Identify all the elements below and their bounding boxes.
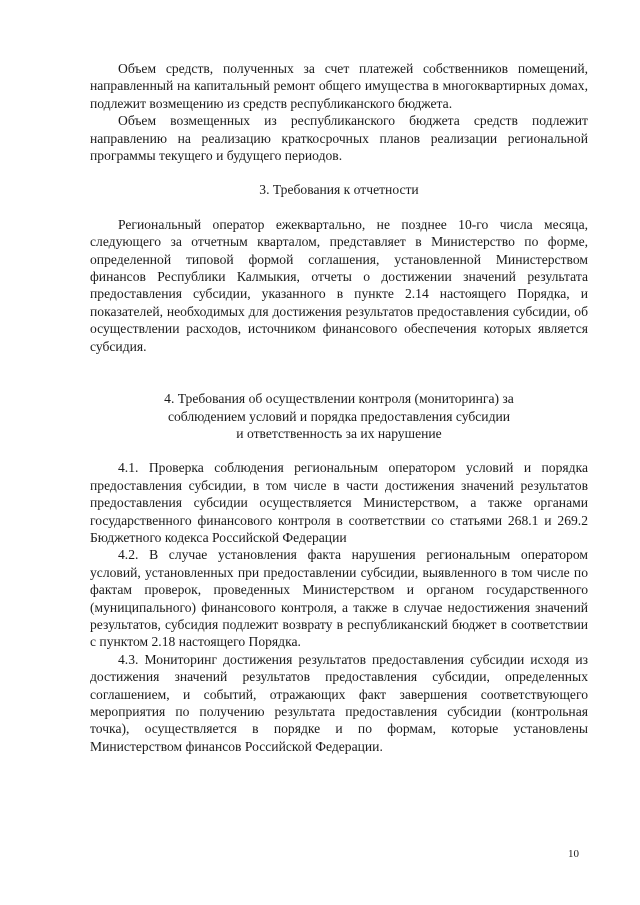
paragraph-4-1: 4.1. Проверка соблюдения региональным оператором условий и порядка предоставления субсидии, в том числе в части достижения значений результатов предоставления субсидии осуществляется Министерством, а также органами государственного финансового контроля в соответствии со статьями 268.1 и 269.2 Бюджетного кодекса Российской Федерации (90, 460, 588, 545)
paragraph-funds-volume: Объем средств, полученных за счет платежей собственников помещений, направленный на капитальный ремонт общего имущества в многоквартирных домах, подлежит возмещению из средств республиканского бюджета. (90, 61, 588, 111)
section-4-heading-line-2: соблюдением условий и порядка предоставления субсидии (167, 408, 511, 424)
page-number: 10 (568, 848, 579, 860)
paragraph-4-3: 4.3. Мониторинг достижения результатов предоставления субсидии исходя из достижения значений результатов предоставления субсидии, определенных соглашением, и событий, отражающих факт завершения соответствующего мероприятия по получению результата предоставления субсидии (контрольная точка), осуществляется в порядке и по формам, которые установлены Министерством финансов Российской Федерации. (90, 651, 588, 754)
document-page (90, 60, 588, 755)
section-3-heading: 3. Требования к отчетности (259, 182, 419, 198)
paragraph-reimbursed-funds: Объем возмещенных из республиканского бюджета средств подлежит направлению на реализацию краткосрочных планов реализации региональной программы текущего и будущего периодов. (90, 113, 588, 164)
section-4-heading-line-1: 4. Требования об осуществлении контроля (мониторинга) за (164, 391, 514, 407)
paragraph-reporting: Региональный оператор ежеквартально, не позднее 10-го числа месяца, следующего за отчетным кварталом, представляет в Министерство по форме, определенной типовой формой соглашения, установленной Министерством финансов Республики Калмыкия, отчеты о достижении значений результата предоставления субсидии, указанного в пункте 2.14 настоящего Порядка, и показателей, необходимых для достижения результатов предоставления субсидии, об осуществлении расходов, источником финансового обеспечения которых является субсидия. (90, 216, 588, 354)
paragraph-4-2: 4.2. В случае установления факта нарушения региональным оператором условий, установленных при предоставлении субсидии, выявленного в том числе по фактам проверок, проведенных Министерством и органом государственного (муниципального) финансового контроля, а также в случае недостижения значений результатов, субсидия подлежит возврату в республиканский бюджет в соответствии с пунктом 2.18 настоящего Порядка. (90, 547, 588, 650)
section-4-heading-line-3: и ответственность за их нарушение (236, 425, 442, 441)
section-4-heading (90, 390, 588, 442)
